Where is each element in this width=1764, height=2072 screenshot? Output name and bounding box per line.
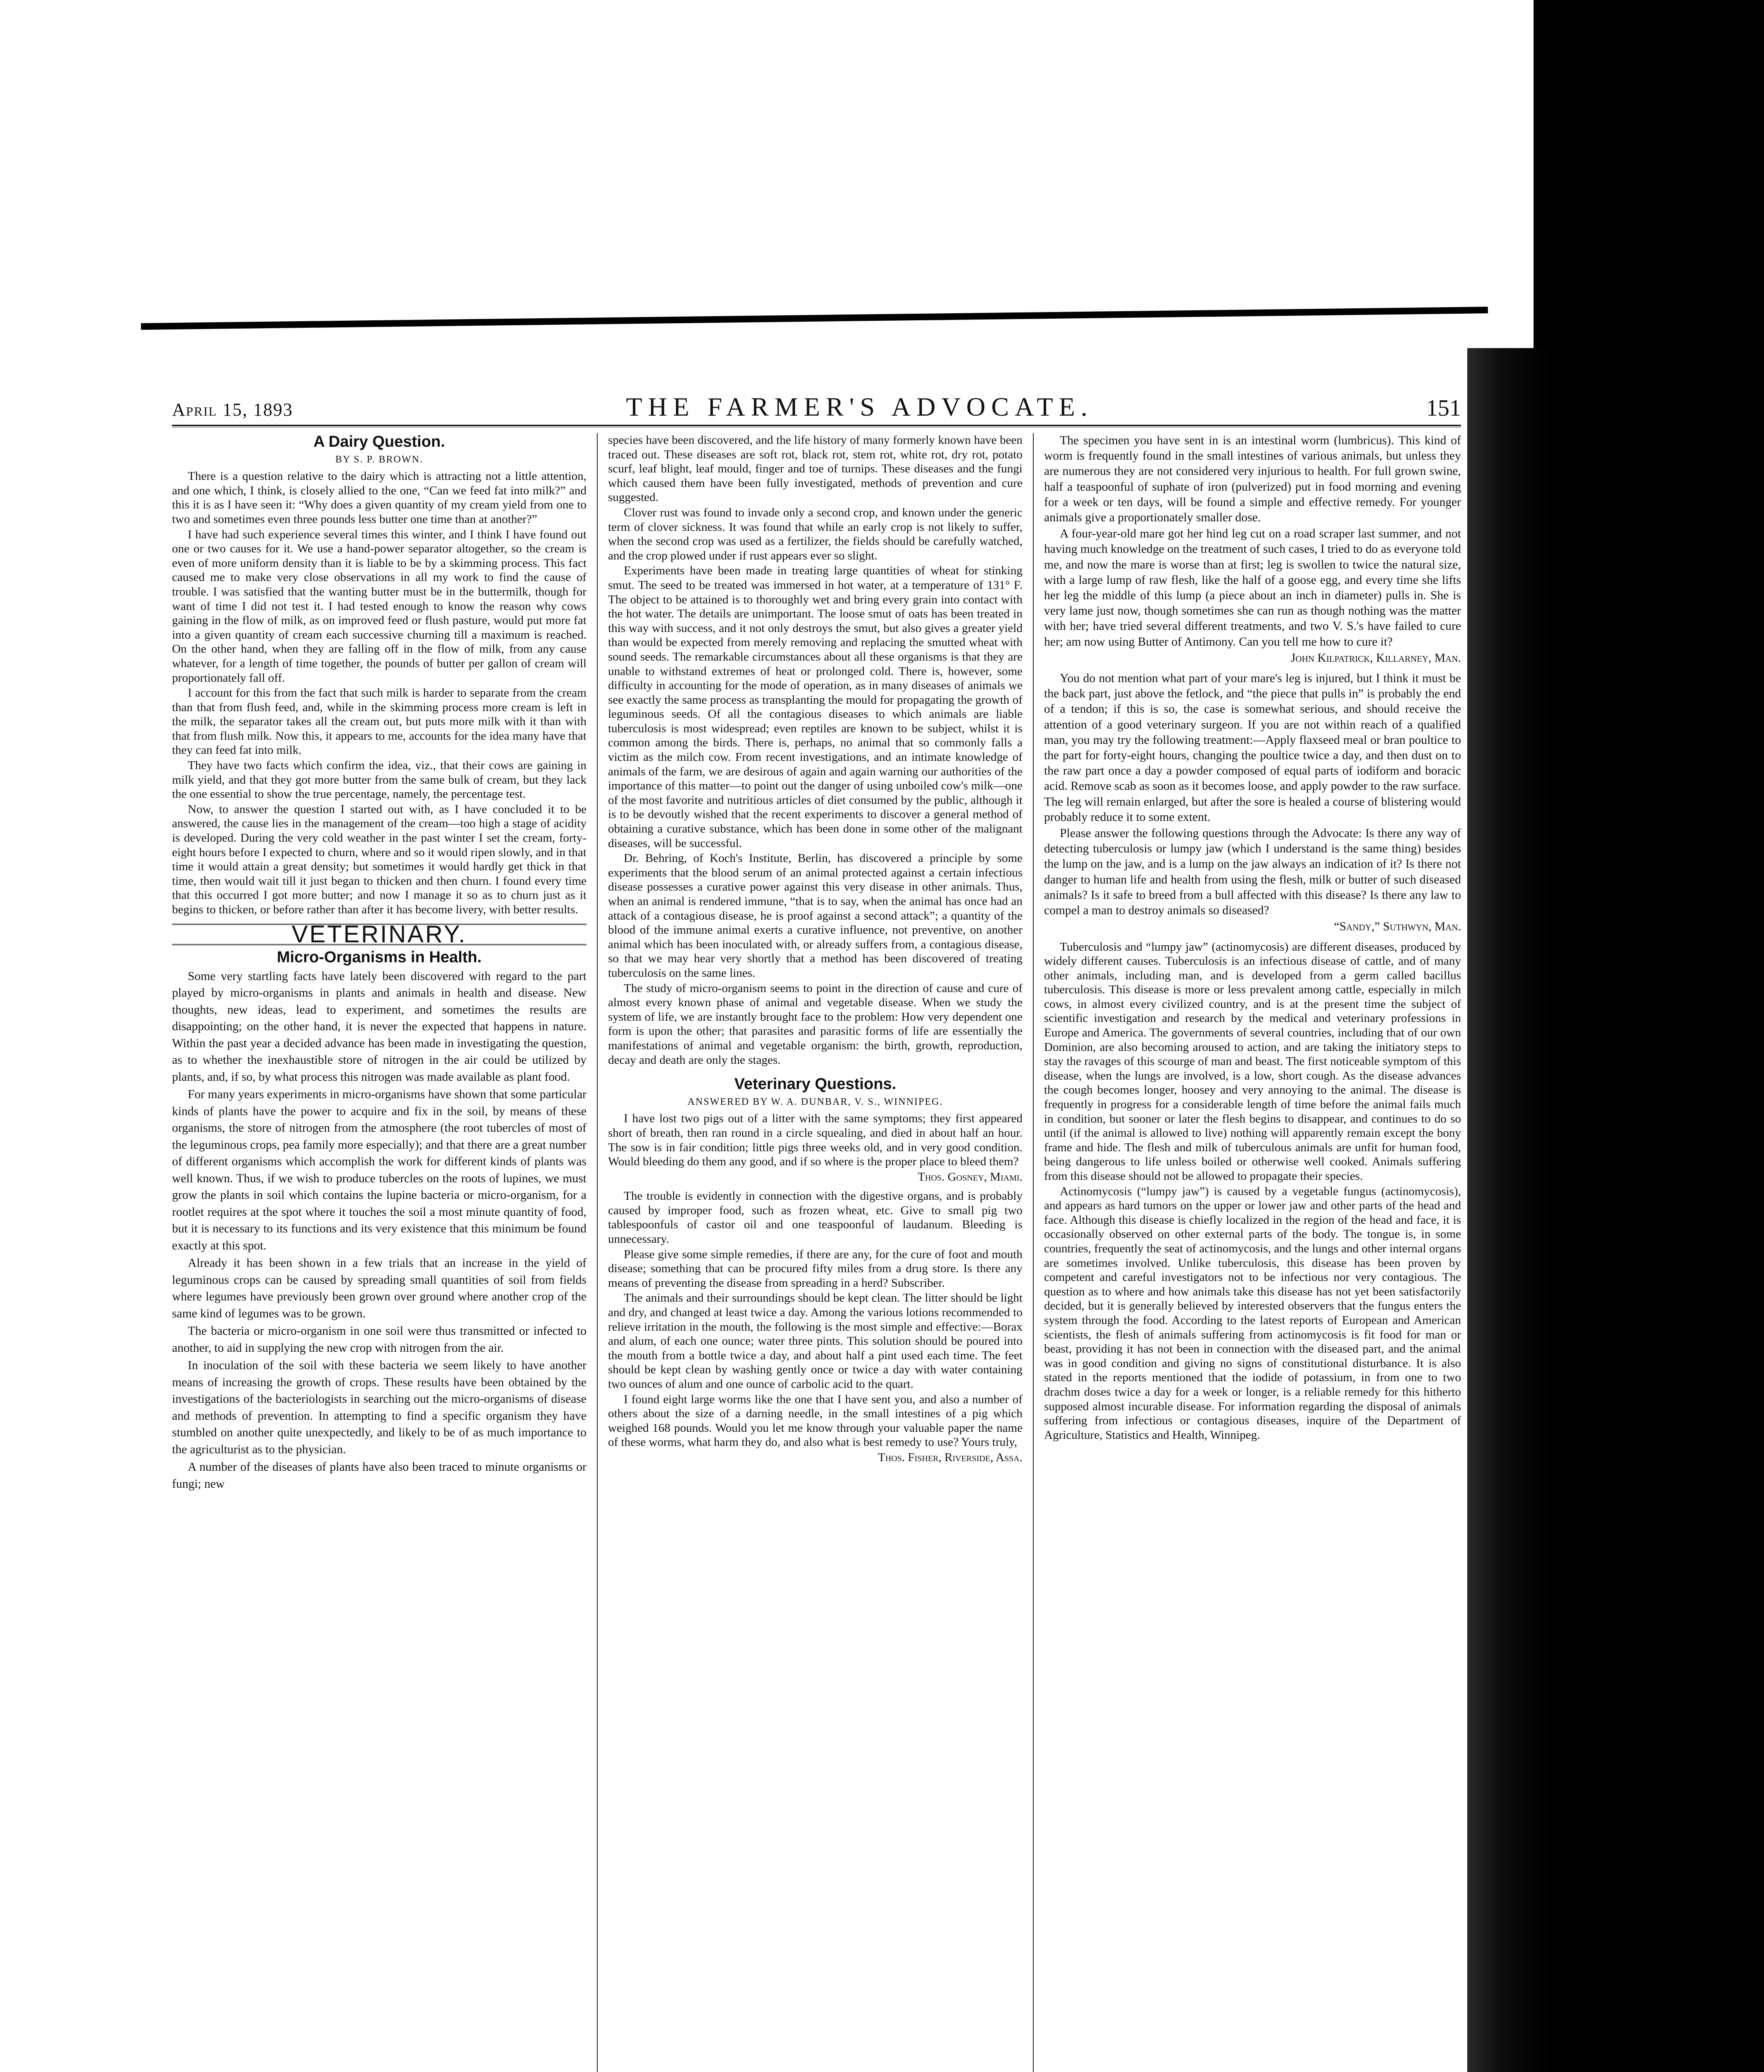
column-divider xyxy=(1033,433,1034,2072)
answer: You do not mention what part of your mare's leg is injured, but I think it must be the back part, just above the fetlock, and “the piece that pulls in” is probably the end of a tendon; if this is so, the case is somewhat serious, and should receive the attention of a good veterinary surgeon. If you are not within reach of a qualified man, you may try the following treatment:—Apply flaxseed meal or bran poultice to the part for forty-eight hours, changing the poultice twice a day, and then dust on to the raw part once a day a powder composed of equal parts of iodiform and boracic acid. Remove scab as soon as it becomes loose, and apply powder to the raw surface. The leg will remain enlarged, but after the sore is healed a course of blistering would probably reduce it to some extent. xyxy=(1044,672,1461,824)
paragraph: For many years experiments in micro-organisms have shown that some particular kinds of plants have the power to acquire and fix in the soil, by means of these organisms, the store of nitrogen from the atmosphere (the root tubercles of most of the leguminous crops, pea family more especially); and that there are a great number of different organisms which accomplish the work for different kinds of plants was well known. Thus, if we wish to produce tubercles on the roots of lupines, we must grow the plants in soil which contains the lupine bacteria or micro-organism, for a rootlet requires at the spot where it touches the soil a most minute quantity of food, but it is necessary to its functions and its very existence that this minimum be found exactly at this spot. xyxy=(172,1088,586,1252)
question: Please answer the following questions through the Advocate: Is there any way of detecting tuberculosis or lumpy jaw (which I understand is the same thing) besides the lump on the jaw, and is a lump on the jaw always an indication of it? Is there not danger to human life and health from using the flesh, milk or butter of such diseased animals? Is it safe to breed from a bull affected with this disease? Is there any law to compel a man to destroy animals so diseased? xyxy=(1044,827,1461,917)
answer: The specimen you have sent in is an intestinal worm (lumbricus). This kind of worm is frequently found in the small intestines of various animals, but unless they are numerous they are not considered very injurious to health. For full grown swine, half a teaspoonful of suphate of iron (pulverized) put in food morning and evening for a week or ten days, will be found a simple and effective remedy. For younger animals give a proportionately smaller dose. xyxy=(1044,434,1461,525)
article-title: Veterinary Questions. xyxy=(734,1075,897,1093)
answer: The animals and their surroundings should be kept clean. The litter should be light and dry, and changed at least twice a day. Among the various lotions recommended to relieve irritation in the mouth, the following is the most simple and effective:—Borax and alum, of each one ounce; water three pints. This solution should be poured into the mouth from a bottle twice a day, and about half a pint used each time. The feet should be kept clean by washing gently once or twice a day with water containing two ounces of alum and one ounce of carbolic acid to the quart. xyxy=(608,1291,1023,1391)
signature: “Sandy,” Suthwyn, Man. xyxy=(1334,920,1461,934)
article-title: Micro-Organisms in Health. xyxy=(276,949,482,966)
answer: Actinomycosis (“lumpy jaw”) is caused by a vegetable fungus (actinomycosis), and appears as hard tumors on the upper or lower jaw and other parts of the head and face. Although this disease is chiefly localized in the region of the head and face, it is occasionally observed on other external parts of the body. The tongue is, in some countries, frequently the seat of actinomycosis, and the lungs and other internal organs are sometimes involved. Unlike tuberculosis, this disease has been proven by competent and careful investigators not to be infectious nor very contagious. The question as to where and how animals take this disease has not yet been satisfactorily decided, but it is generally believed by interested observers that the fungus enters the system through the food. According to the latest reports of European and American scientists, the flesh of animals suffering from actinomycosis is fit food for man or beast, providing it has not been in connection with the diseased part, and the animal was in good condition and giving no signs of constitutional disturbance. It is also stated in the reports mentioned that the iodide of potassium, in from one to two drachm doses twice a day for a week or longer, is a reliable remedy for this hitherto supposed almost incurable disease. For information regarding the disposal of animals suffering from infectious or contagious diseases, inquire of the Department of Agriculture, Statistics and Health, Winnipeg. xyxy=(1044,1184,1461,1442)
paragraph: They have two facts which confirm the idea, viz., that their cows are gaining in milk yield, and that they got more butter from the same bulk of cream, but they lack the one essential to show the true percentage, namely, the percentage test. xyxy=(172,759,586,801)
paragraph: Dr. Behring, of Koch's Institute, Berlin, has discovered a principle by some experiments that the blood serum of an animal protected against a certain infectious disease possesses a curative power against this very disease in other animals. Thus, when an animal is rendered immune, “that is to say, when the animal has once had an attack of a contagious disease, he is proof against a second attack”; a quantity of the blood of the immune animal exerts a curative influence, not preventive, on another animal which has been inoculated with, or already suffers from, a contagious disease, so that we may hear very shortly that a method has been discovered of treating tuberculosis on the same lines. xyxy=(608,852,1023,980)
paragraph: I have had such experience several times this winter, and I think I have found out one or two causes for it. We use a hand-power separator altogether, so the cream is even of more uniform density than it is liable to be by a skimming process. This fact caused me to make very close observations in all my work to find the cause of trouble. I was satisfied that the wanting butter must be in the buttermilk, though for want of time I did not test it. I had tested enough to know the reason why cows gaining in the flow of milk, as on improved feed or flush pasture, would put more fat into a given quantity of cream each successive churning till a maximum is reached. On the other hand, when they are falling off in the flow of milk, from any cause whatever, for a length of time together, the pounds of butter per gallon of cream will proportionately fall off. xyxy=(172,528,586,685)
section-heading: VETERINARY. xyxy=(172,924,586,946)
article-byline: BY S. P. BROWN. xyxy=(335,454,423,465)
paragraph: The study of micro-organism seems to point in the direction of cause and cure of almost every known phase of animal and vegetable disease. When we study the system of life, we are instantly brought face to the problem: How very dependent one form is upon the other; that parasites and parasitic forms of life are essentially the manifestations of animal and vegetable organism: the birth, growth, reproduction, decay and death are only the stages. xyxy=(608,981,1023,1067)
column-1 xyxy=(172,433,586,2072)
newspaper-page xyxy=(172,392,1461,2072)
question: A four-year-old mare got her hind leg cut on a road scraper last summer, and not having much knowledge on the treatment of such cases, I tried to do as everyone told me, and now the mare is worse than at first; leg is swollen to twice the natural size, with a large lump of raw flesh, like the half of a goose egg, and every time she lifts her leg the middle of this lump (a piece about an inch in diameter) pulls in. She is very lame just now, though sometimes she can run as though nothing was the matter with her; have tried several different treatments, and two V. S.'s have failed to cure her; am now using Butter of Antimony. Can you tell me how to cure it? xyxy=(1044,527,1461,649)
answer: The trouble is evidently in connection with the digestive organs, and is probably caused by improper food, such as frozen wheat, etc. Give to small pig two tablespoonfuls of castor oil and one teaspoonful of laudanum. Bleeding is unnecessary. xyxy=(608,1189,1023,1246)
paragraph: Now, to answer the question I started out with, as I have concluded it to be answered, the cause lies in the management of the cream—too high a stage of acidity is developed. During the very cold weather in the past winter I set the cream, forty-eight hours before I expected to churn, where and so it would ripen slowly, and in that time it would attain a great density; but sometimes it would hardly get thick in that time, then would wait till it just began to thicken and then churn. I found every time that this occurred I got more butter; and now I manage it so as to churn just as it begins to thicken, or before rather than after it has become livery, with better results. xyxy=(172,802,586,916)
signature: Thos. Gosney, Miami. xyxy=(918,1170,1023,1184)
signature: John Kilpatrick, Killarney, Man. xyxy=(1291,651,1461,665)
question: I found eight large worms like the one that I have sent you, and also a number of others about the size of a darning needle, in the small intestines of a pig which weighed 168 pounds. Would you let me know through your valuable paper the name of these worms, what harm they do, and also what is best remedy to use? Yours truly, xyxy=(608,1392,1023,1449)
masthead-title: THE FARMER'S ADVOCATE. xyxy=(626,392,1093,421)
answer: Tuberculosis and “lumpy jaw” (actinomycosis) are different diseases, produced by widely different causes. Tuberculosis is an infectious disease of cattle, and of many other animals, including man, and is developed from a germ called bacillus tuberculosis. This disease is more or less prevalent among cattle, especially in milch cows, in almost every civilized country, and is at the present time the subject of scientific investigation and research by the medical and veterinary professions in Europe and America. The governments of several countries, including that of our own Dominion, are also becoming aroused to action, and are taking the initiatory steps to stay the ravages of this scourge of man and beast. The first noticeable symptom of this disease, when the lungs are involved, is a low, short cough. As the disease advances the cough becomes longer, hoosey and very annoying to the animal. The disease is frequently in progress for a considerable length of time before the animal fails much in condition, but sooner or later the flesh begins to disappear, and continues to do so until (if the animal is allowed to live) nothing will apparently remain except the bony frame and hide. The flesh and milk of tuberculous animals are unfit for human food, being dangerous to life unless boiled or otherwise well cooked. Animals suffering from this disease should not be allowed to propagate their species. xyxy=(1044,940,1461,1183)
column-3 xyxy=(1044,433,1461,2072)
paragraph: species have been discovered, and the life history of many formerly known have been traced out. These diseases are soft rot, black rot, stem rot, white rot, dry rot, potato scurf, leaf blight, leaf mould, finger and toe of turnips. These diseases and the fungi which caused them have been fully investigated, methods of prevention and cure suggested. xyxy=(608,433,1023,504)
column-divider xyxy=(597,433,598,2072)
column-2 xyxy=(608,433,1023,2072)
header-rule xyxy=(172,425,1461,427)
paragraph: Clover rust was found to invade only a second crop, and known under the generic term of clover sickness. It was found that while an early crop is not likely to suffer, when the second crop was used as a fertilizer, the fields should be carefully watched, and the crop plowed under if rust appears ever so slight. xyxy=(608,506,1023,562)
paragraph: A number of the diseases of plants have also been traced to minute organisms or fungi; new xyxy=(172,1460,586,1491)
paragraph: Already it has been shown in a few trials that an increase in the yield of leguminous crops can be caused by spreading small quantities of soil from fields where legumes have previously been grown over ground where another crop of the same kind of legumes was to be grown. xyxy=(172,1256,586,1320)
paragraph: Some very startling facts have lately been discovered with regard to the part played by micro-organisms in plants and animals in health and disease. New thoughts, new ideas, lead to experiment, and sometimes the results are disappointing; on the other hand, it is never the expected that happens in nature. Within the past year a decided advance has been made in investigating the question, as to whether the inexhaustible store of nitrogen in the air could be utilized by plants, and, if so, by what process this nitrogen was made available as plant food. xyxy=(172,969,586,1084)
signature: Thos. Fisher, Riverside, Assa. xyxy=(878,1450,1023,1464)
paragraph: There is a question relative to the dairy which is attracting not a little attention, and one which, I think, is closely allied to the one, “Can we feed fat into milk?” and this it is as I have seen it: “Why does a given quantity of my cream yield from one to two and sometimes even three pounds less butter one time than at another?” xyxy=(172,470,586,526)
paragraph: The bacteria or micro-organism in one soil were thus transmitted or infected to another, to aid in supplying the new crop with nitrogen from the air. xyxy=(172,1324,586,1355)
paragraph: Experiments have been made in treating large quantities of wheat for stinking smut. The seed to be treated was immersed in hot water, at a temperature of 131° F. The object to be attained is to thoroughly wet and bring every grain into contact with the hot water. The details are unimportant. The loose smut of oats has been treated in this way with success, and it not only destroys the smut, but also gives a greater yield than would be expected from merely removing and replacing the smutted wheat with sound seeds. The remarkable circumstances about all these organisms is that they are unable to withstand extremes of heat or prolonged cold. There is, however, some difficulty in accounting for the mode of operation, as in many diseases of animals we see exactly the same process as transplanting the mould for propagating the growth of leguminous seeds. Of all the contagious diseases to which animals are liable tuberculosis is most widespread; even reptiles are known to be subject, whilst it is common among the birds. There is, perhaps, no animal that so commonly falls a victim as the milch cow. From recent investigations, and an intimate knowledge of animals of the farm, we are desirous of again and again warning our authorities of the importance of this matter—to point out the danger of using unboiled cow's milk—one of the most favorite and nutritious articles of diet consumed by the public, although it is to be devoutly wished that the recent experiments to discover a general method of obtaining a curative substance, which has been done in some other of the malignant diseases, will be successful. xyxy=(608,564,1023,850)
issue-date: April 15, 1893 xyxy=(172,399,293,420)
question: Please give some simple remedies, if there are any, for the cure of foot and mouth disease; something that can be procured fifty miles from a drug store. Is there any means of preventing the disease from spreading in a herd? Subscriber. xyxy=(608,1247,1023,1290)
paragraph: I account for this from the fact that such milk is harder to separate from the cream than that from flush feed, and, while in the skimming process more cream is left in the milk, the separator takes all the cream out, but puts more milk with it than with that from flush milk. Now this, it appears to me, accounts for the idea many have that they can feed fat into milk. xyxy=(172,686,586,757)
question: I have lost two pigs out of a litter with the same symptoms; they first appeared short of breath, then ran round in a circle squealing, and died in about half an hour. The sow is in fair condition; little pigs three weeks old, and in very good condition. Would bleeding do them any good, and if so where is the proper place to bleed them? xyxy=(608,1112,1023,1169)
running-header xyxy=(172,392,1461,425)
article-byline: ANSWERED BY W. A. DUNBAR, V. S., WINNIPEG. xyxy=(687,1096,943,1107)
page-number: 151 xyxy=(1426,395,1461,421)
article-title: A Dairy Question. xyxy=(313,433,445,450)
book-spine xyxy=(1467,348,1550,2072)
paragraph: In inoculation of the soil with these bacteria we seem likely to have another means of increasing the growth of crops. These results have been obtained by the investigations of the bacteriologists in searching out the micro-organisms of disease and methods of prevention. In attempting to find a specific organism they have stumbled on another quite unexpectedly, and likely to be of as much importance to the agriculturist as to the physician. xyxy=(172,1359,586,1456)
